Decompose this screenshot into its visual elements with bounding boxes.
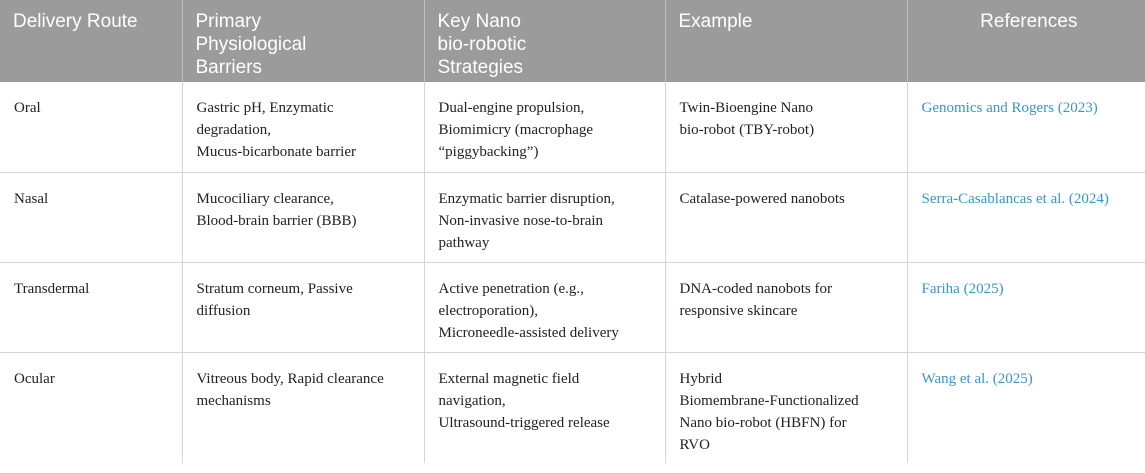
cell-strategies: Active penetration (e.g., electroporation), Microneedle-assisted delivery — [424, 262, 665, 352]
table-row — [0, 262, 1145, 352]
cell-example: Catalase-powered nanobots — [665, 172, 907, 262]
reference-link[interactable]: Fariha (2025) — [921, 280, 1004, 297]
table-row — [0, 352, 1145, 463]
header-example: Example — [665, 0, 907, 82]
cell-route: Transdermal — [0, 262, 182, 352]
cell-example: Hybrid Biomembrane-Functionalized Nano bio-robot (HBFN) for RVO — [665, 352, 907, 463]
header-primary-barriers: Primary Physiological Barriers — [182, 0, 424, 82]
table-row — [0, 82, 1145, 172]
cell-route: Nasal — [0, 172, 182, 262]
table-row — [0, 172, 1145, 262]
reference-link[interactable]: Genomics and Rogers (2023) — [921, 100, 1098, 116]
cell-reference — [907, 262, 1145, 352]
cell-route: Ocular — [0, 352, 182, 463]
cell-barriers: Mucociliary clearance, Blood-brain barrier (BBB) — [182, 172, 424, 262]
cell-reference — [907, 352, 1145, 463]
table-header — [0, 0, 1145, 82]
cell-reference — [907, 82, 1145, 172]
cell-reference — [907, 172, 1145, 262]
cell-strategies: Dual-engine propulsion, Biomimicry (macrophage “piggybacking”) — [424, 82, 665, 172]
header-delivery-route: Delivery Route — [0, 0, 182, 82]
cell-example: DNA-coded nanobots for responsive skincare — [665, 262, 907, 352]
cell-strategies: Enzymatic barrier disruption, Non-invasive nose-to-brain pathway — [424, 172, 665, 262]
cell-example: Twin-Bioengine Nano bio-robot (TBY-robot) — [665, 82, 907, 172]
reference-link[interactable]: Serra-Casablancas et al. (2024) — [921, 190, 1109, 207]
reference-link[interactable]: Wang et al. (2025) — [921, 370, 1033, 387]
cell-route: Oral — [0, 82, 182, 172]
header-references: References — [907, 0, 1145, 82]
cell-barriers: Stratum corneum, Passive diffusion — [182, 262, 424, 352]
cell-barriers: Gastric pH, Enzymatic degradation, Mucus-bicarbonate barrier — [182, 82, 424, 172]
cell-barriers: Vitreous body, Rapid clearance mechanisms — [182, 352, 424, 463]
header-key-strategies: Key Nano bio-robotic Strategies — [424, 0, 665, 82]
cell-strategies: External magnetic field navigation, Ultrasound-triggered release — [424, 352, 665, 463]
